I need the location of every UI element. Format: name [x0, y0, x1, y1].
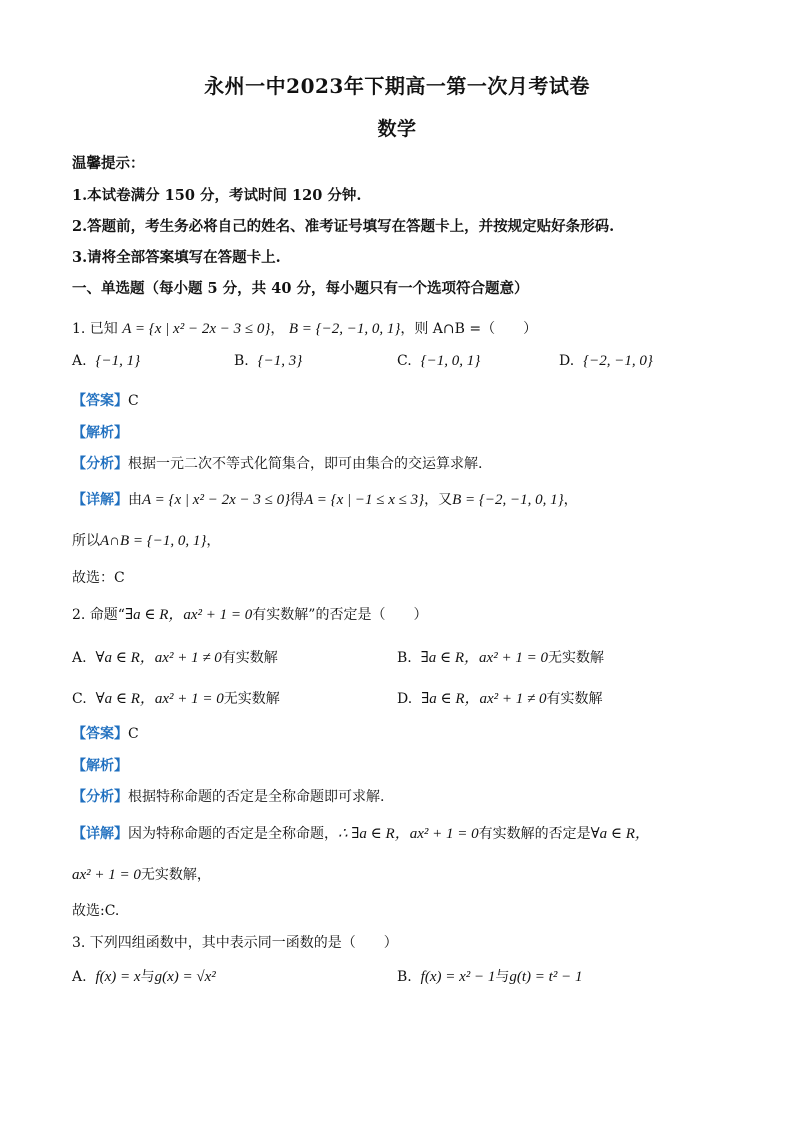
- detail-text: 有实数解的否定是: [478, 826, 591, 842]
- analyze-text: 根据一元二次不等式化简集合，即可由集合的交运算求解.: [128, 456, 483, 472]
- detail-text: ，又: [424, 492, 453, 508]
- option-text: 无实数解: [547, 650, 604, 666]
- q1-option-a: [72, 353, 140, 370]
- option-label: B.: [234, 353, 249, 369]
- q1-option-c: [397, 353, 480, 370]
- detail-label: 【详解】: [72, 492, 128, 508]
- option-label: B.: [397, 650, 412, 666]
- q3-stem: 3. 下列四组函数中，其中表示同一函数的是（ ）: [72, 935, 398, 951]
- option-math: ∀a ∈ R，ax² + 1 = 0: [95, 691, 224, 707]
- q2-detail: [72, 822, 650, 843]
- analysis-label: 【解析】: [72, 758, 128, 774]
- option-label: D.: [559, 353, 575, 369]
- q1-ask: ，则 A∩B =（ ）: [400, 321, 538, 337]
- option-text: 有实数解: [221, 650, 278, 666]
- q1-option-b: [234, 353, 302, 370]
- option-math: f(x) = x² − 1: [420, 969, 496, 985]
- option-math: g(t) = t² − 1: [509, 969, 583, 985]
- q1-sep: ，: [270, 321, 285, 337]
- q2-option-c: [72, 687, 280, 708]
- option-text: {−1, 3}: [257, 353, 303, 369]
- notice-item-1: 1.本试卷满分 150 分，考试时间 120 分钟.: [72, 187, 362, 204]
- q1-number: 1. 已知: [72, 321, 118, 337]
- notice-item-3: 3.请将全部答案填写在答题卡上.: [72, 249, 281, 266]
- option-text: 有实数解: [546, 691, 603, 707]
- detail-text: 无实数解，: [140, 867, 211, 883]
- detail-text: 得: [290, 492, 305, 508]
- option-math: ∃a ∈ R，ax² + 1 = 0: [420, 650, 548, 666]
- option-label: D.: [397, 691, 413, 707]
- q1-analysis-label: [72, 422, 128, 442]
- analysis-label: 【解析】: [72, 425, 128, 441]
- answer-value: C: [128, 726, 139, 742]
- q2-stem-text: 有实数解”的否定是（ ）: [252, 607, 428, 623]
- detail-math: A = {x | −1 ≤ x ≤ 3}: [304, 492, 425, 508]
- option-text: 无实数解: [223, 691, 280, 707]
- q2-option-b: [397, 646, 604, 667]
- option-math: ∀a ∈ R，ax² + 1 ≠ 0: [95, 650, 222, 666]
- conclusion-text: 所以: [72, 533, 100, 549]
- detail-text: 因为特称命题的否定是全称命题，: [128, 826, 338, 842]
- option-label: A.: [72, 650, 87, 666]
- answer-label: 【答案】: [72, 393, 128, 409]
- exam-subject: 数学: [377, 118, 417, 140]
- answer-label: 【答案】: [72, 726, 128, 742]
- answer-value: C: [128, 393, 139, 409]
- q3-option-a: [72, 966, 216, 986]
- detail-math: A = {x | x² − 2x − 3 ≤ 0}: [142, 492, 291, 508]
- exam-title: 永州一中2023年下期高一第一次月考试卷: [204, 74, 590, 98]
- option-label: C.: [72, 691, 87, 707]
- q1-answer: [72, 390, 139, 410]
- q2-option-d: [397, 687, 603, 708]
- detail-label: 【详解】: [72, 826, 128, 842]
- option-text: 与: [140, 969, 155, 985]
- detail-math: ∀a ∈ R，: [590, 826, 650, 842]
- q2-stem-math: ∃a ∈ R，ax² + 1 = 0: [124, 607, 253, 623]
- detail-text: 由: [128, 492, 142, 508]
- option-label: C.: [397, 353, 412, 369]
- q1-set-b: B = {−2, −1, 0, 1}: [288, 321, 401, 337]
- option-text: {−1, 1}: [95, 353, 141, 369]
- detail-math: ∴ ∃a ∈ R，ax² + 1 = 0: [338, 826, 479, 842]
- q2-stem: [72, 603, 427, 624]
- q2-analysis-label: [72, 755, 128, 775]
- q1-choose: 故选：C: [72, 570, 125, 586]
- analyze-label: 【分析】: [72, 789, 128, 805]
- q1-option-d: [559, 353, 653, 370]
- q2-option-a: [72, 646, 278, 667]
- q2-detail-line2: [72, 864, 211, 884]
- detail-text: ，: [563, 492, 578, 508]
- option-math: f(x) = x: [95, 969, 141, 985]
- option-label: A.: [72, 353, 87, 369]
- q1-detail: [72, 489, 578, 509]
- q3-option-b: [397, 966, 582, 986]
- detail-math: B = {−2, −1, 0, 1}: [452, 492, 564, 508]
- q1-conclusion: [72, 530, 220, 550]
- detail-math: ax² + 1 = 0: [72, 867, 141, 883]
- section-heading: 一、单选题（每小题 5 分，共 40 分，每小题只有一个选项符合题意）: [72, 280, 529, 297]
- q1-analyze: [72, 453, 482, 473]
- option-label: A.: [72, 969, 87, 985]
- option-math: ∃a ∈ R，ax² + 1 ≠ 0: [421, 691, 547, 707]
- conclusion-math: A∩B = {−1, 0, 1}: [100, 533, 207, 549]
- notice-label: 温馨提示：: [72, 155, 145, 172]
- q2-choose: 故选:C.: [72, 903, 120, 919]
- option-label: B.: [397, 969, 412, 985]
- option-math: g(x) = √x²: [154, 969, 216, 985]
- analyze-text: 根据特称命题的否定是全称命题即可求解.: [128, 789, 385, 805]
- q2-stem-text: 2. 命题“: [72, 607, 125, 623]
- conclusion-text: ，: [206, 533, 221, 549]
- q2-analyze: [72, 786, 384, 806]
- option-text: {−2, −1, 0}: [583, 353, 653, 369]
- analyze-label: 【分析】: [72, 456, 128, 472]
- q2-answer: [72, 723, 139, 743]
- option-text: 与: [495, 969, 510, 985]
- q1-set-a: A = {x | x² − 2x − 3 ≤ 0}: [122, 321, 271, 337]
- notice-item-2: 2.答题前，考生务必将自己的姓名、准考证号填写在答题卡上，并按规定贴好条形码.: [72, 218, 615, 235]
- q1-stem: [72, 318, 537, 338]
- option-text: {−1, 0, 1}: [420, 353, 481, 369]
